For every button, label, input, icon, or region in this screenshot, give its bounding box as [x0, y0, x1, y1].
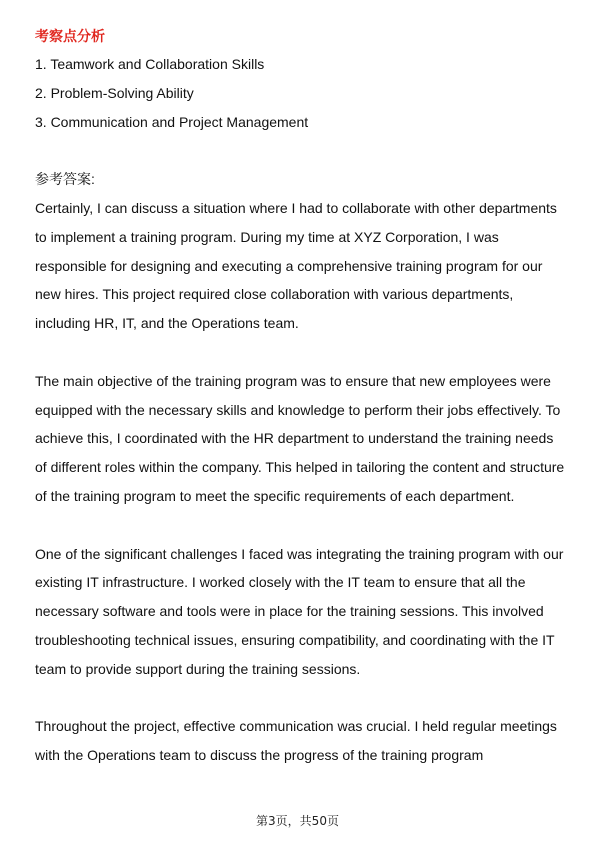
answer-body: [35, 194, 565, 770]
answer-paragraph: Throughout the project, effective communication was crucial. I held regular meetings with the Operations team to discuss the progress of the training program: [35, 718, 557, 764]
answer-label: 参考答案:: [35, 171, 95, 188]
page-content: [35, 25, 565, 799]
answer-paragraph: One of the significant challenges I faced was integrating the training program with our existing IT infrastructure. I worked closely with the IT team to ensure that all the necessary software and tools were in place for the training sessions. This involved troubleshooting technical issues, ensuring compatibility, and coordinating with the IT team to provide support during the training sessions.: [35, 545, 564, 677]
list-item: 3. Communication and Project Management: [35, 113, 309, 130]
page-number: 第3页，共50页: [256, 814, 339, 828]
answer-paragraph: Certainly, I can discuss a situation where I had to collaborate with other departments to implement a training program. During my time at XYZ Corporation, I was responsible for designing and executing a comprehensive training program for our new hires. This project required close collaboration with various departments, including HR, IT, and the Operations team.: [35, 199, 557, 332]
section-heading: 考察点分析: [35, 28, 105, 44]
list-item: 1. Teamwork and Collaboration Skills: [35, 56, 265, 72]
points-list: [35, 50, 565, 136]
list-item: 2. Problem-Solving Ability: [35, 84, 194, 101]
answer-paragraph: The main objective of the training program was to ensure that new employees were equipped with the necessary skills and knowledge to perform their jobs effectively. To achieve this, I coordinated with the HR department to understand the training needs of different roles within the company. This helped in tailoring the content and structure of the training program to meet the specific requirements of each department.: [35, 372, 565, 504]
